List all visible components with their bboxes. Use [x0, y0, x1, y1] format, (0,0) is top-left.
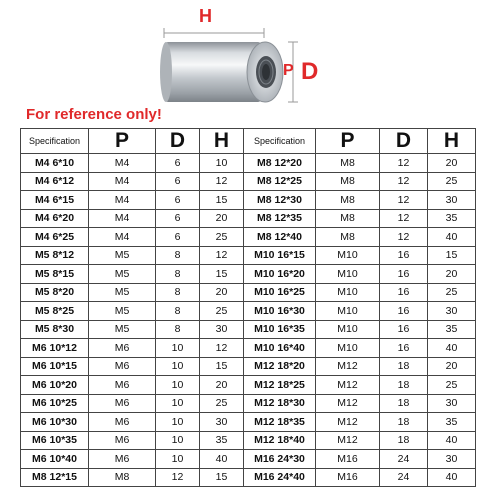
cell-d-left: 10 [156, 431, 200, 450]
cell-spec-left: M6 10*30 [21, 413, 89, 432]
cell-p-left: M5 [89, 283, 156, 302]
cell-p-left: M8 [89, 468, 156, 487]
cell-spec-left: M4 6*25 [21, 228, 89, 247]
cell-d-right: 12 [380, 228, 428, 247]
cell-d-left: 10 [156, 339, 200, 358]
cell-h-left: 10 [200, 154, 244, 173]
cell-d-left: 12 [156, 468, 200, 487]
table-row [21, 228, 476, 247]
cell-p-left: M6 [89, 450, 156, 469]
cell-spec-right: M10 16*35 [244, 320, 316, 339]
cell-h-right: 25 [428, 172, 476, 191]
header-d-right: D [380, 129, 428, 154]
table-header-row [21, 129, 476, 154]
cell-h-left: 30 [200, 320, 244, 339]
cell-h-left: 12 [200, 246, 244, 265]
cell-d-right: 16 [380, 265, 428, 284]
cell-d-right: 18 [380, 413, 428, 432]
cell-d-right: 24 [380, 468, 428, 487]
header-p-right: P [316, 129, 380, 154]
cell-d-right: 16 [380, 302, 428, 321]
cell-p-right: M16 [316, 450, 380, 469]
cell-spec-left: M5 8*15 [21, 265, 89, 284]
cell-p-left: M6 [89, 357, 156, 376]
cell-p-right: M10 [316, 320, 380, 339]
cell-spec-right: M8 12*40 [244, 228, 316, 247]
cell-p-left: M5 [89, 265, 156, 284]
cell-p-right: M10 [316, 339, 380, 358]
table-row [21, 450, 476, 469]
cell-spec-left: M4 6*10 [21, 154, 89, 173]
cell-d-right: 12 [380, 191, 428, 210]
table-row [21, 191, 476, 210]
cell-p-left: M6 [89, 339, 156, 358]
cell-h-left: 15 [200, 357, 244, 376]
table-row [21, 246, 476, 265]
h-dimension-label: H [199, 6, 212, 26]
cell-spec-right: M8 12*35 [244, 209, 316, 228]
cell-h-right: 40 [428, 431, 476, 450]
cell-spec-left: M6 10*20 [21, 376, 89, 395]
table-row [21, 431, 476, 450]
cell-spec-left: M5 8*12 [21, 246, 89, 265]
cell-p-right: M10 [316, 302, 380, 321]
cell-spec-left: M8 12*15 [21, 468, 89, 487]
header-d-left: D [156, 129, 200, 154]
cell-spec-right: M12 18*25 [244, 376, 316, 395]
cell-spec-left: M5 8*25 [21, 302, 89, 321]
cell-spec-right: M12 18*30 [244, 394, 316, 413]
nut-left-end [160, 42, 172, 102]
cell-p-left: M6 [89, 413, 156, 432]
cell-h-right: 20 [428, 357, 476, 376]
cell-h-left: 12 [200, 339, 244, 358]
cell-d-right: 18 [380, 431, 428, 450]
cell-h-right: 30 [428, 450, 476, 469]
cell-d-left: 10 [156, 413, 200, 432]
cell-spec-right: M12 18*20 [244, 357, 316, 376]
specification-table [20, 128, 476, 487]
cell-p-left: M4 [89, 154, 156, 173]
cell-h-right: 40 [428, 228, 476, 247]
cell-p-right: M12 [316, 376, 380, 395]
cell-h-right: 25 [428, 283, 476, 302]
cell-spec-left: M5 8*30 [21, 320, 89, 339]
cell-h-right: 35 [428, 413, 476, 432]
cell-spec-right: M12 18*40 [244, 431, 316, 450]
cell-p-left: M5 [89, 302, 156, 321]
header-p-left: P [89, 129, 156, 154]
cell-d-right: 18 [380, 357, 428, 376]
cell-h-left: 20 [200, 376, 244, 395]
cell-h-left: 15 [200, 191, 244, 210]
cell-spec-right: M10 16*25 [244, 283, 316, 302]
cell-d-left: 6 [156, 228, 200, 247]
cell-spec-right: M10 16*40 [244, 339, 316, 358]
cell-p-right: M12 [316, 357, 380, 376]
cell-h-right: 30 [428, 394, 476, 413]
table-row [21, 413, 476, 432]
cell-d-right: 12 [380, 154, 428, 173]
cell-d-right: 16 [380, 283, 428, 302]
cell-d-right: 24 [380, 450, 428, 469]
cell-d-right: 12 [380, 209, 428, 228]
cell-h-left: 15 [200, 468, 244, 487]
cell-d-left: 6 [156, 209, 200, 228]
cell-spec-left: M4 6*12 [21, 172, 89, 191]
cell-h-right: 15 [428, 246, 476, 265]
table-row [21, 468, 476, 487]
h-dimension-line [164, 28, 264, 38]
cell-d-left: 10 [156, 394, 200, 413]
cell-d-left: 8 [156, 320, 200, 339]
table-row [21, 209, 476, 228]
cell-h-left: 25 [200, 228, 244, 247]
table-row [21, 339, 476, 358]
table-row [21, 394, 476, 413]
cell-h-left: 20 [200, 283, 244, 302]
cell-d-right: 16 [380, 339, 428, 358]
cell-h-right: 35 [428, 209, 476, 228]
cell-h-left: 30 [200, 413, 244, 432]
cell-p-left: M4 [89, 228, 156, 247]
cell-p-left: M5 [89, 320, 156, 339]
cell-h-left: 12 [200, 172, 244, 191]
cell-h-right: 25 [428, 376, 476, 395]
cell-d-left: 6 [156, 154, 200, 173]
cell-p-left: M5 [89, 246, 156, 265]
cell-p-right: M12 [316, 431, 380, 450]
cell-spec-left: M6 10*40 [21, 450, 89, 469]
cell-d-left: 8 [156, 265, 200, 284]
table-row [21, 376, 476, 395]
cell-p-right: M16 [316, 468, 380, 487]
cell-d-right: 16 [380, 320, 428, 339]
cell-spec-left: M4 6*15 [21, 191, 89, 210]
cell-spec-right: M10 16*15 [244, 246, 316, 265]
cell-spec-left: M6 10*15 [21, 357, 89, 376]
table-row [21, 154, 476, 173]
cell-p-left: M6 [89, 376, 156, 395]
header-spec-right: Specification [244, 129, 316, 154]
cell-spec-left: M6 10*35 [21, 431, 89, 450]
cell-h-left: 20 [200, 209, 244, 228]
cell-d-right: 18 [380, 376, 428, 395]
cell-spec-left: M4 6*20 [21, 209, 89, 228]
table-row [21, 265, 476, 284]
p-dimension-label: P [283, 62, 294, 79]
cell-h-left: 35 [200, 431, 244, 450]
cell-p-right: M12 [316, 394, 380, 413]
cell-d-left: 8 [156, 302, 200, 321]
cell-p-right: M10 [316, 265, 380, 284]
cell-spec-right: M16 24*40 [244, 468, 316, 487]
cell-p-left: M4 [89, 191, 156, 210]
cell-p-right: M8 [316, 172, 380, 191]
cell-spec-right: M16 24*30 [244, 450, 316, 469]
cell-h-right: 30 [428, 302, 476, 321]
cell-p-right: M8 [316, 154, 380, 173]
cell-spec-right: M10 16*30 [244, 302, 316, 321]
cell-p-left: M4 [89, 209, 156, 228]
cell-spec-left: M6 10*12 [21, 339, 89, 358]
cell-spec-right: M12 18*35 [244, 413, 316, 432]
cell-p-right: M12 [316, 413, 380, 432]
reference-note: For reference only! [26, 106, 162, 123]
cell-p-left: M4 [89, 172, 156, 191]
cell-h-right: 20 [428, 265, 476, 284]
cell-d-left: 10 [156, 450, 200, 469]
cell-d-right: 12 [380, 172, 428, 191]
cell-h-left: 40 [200, 450, 244, 469]
cell-spec-right: M8 12*30 [244, 191, 316, 210]
cell-d-left: 8 [156, 246, 200, 265]
header-h-right: H [428, 129, 476, 154]
cell-h-left: 25 [200, 394, 244, 413]
cell-h-right: 40 [428, 339, 476, 358]
cell-p-right: M8 [316, 228, 380, 247]
cell-h-right: 40 [428, 468, 476, 487]
cell-spec-left: M5 8*20 [21, 283, 89, 302]
cell-d-left: 6 [156, 172, 200, 191]
cell-p-right: M10 [316, 283, 380, 302]
cell-p-right: M8 [316, 191, 380, 210]
table-row [21, 283, 476, 302]
cell-d-right: 16 [380, 246, 428, 265]
cell-h-right: 30 [428, 191, 476, 210]
cell-spec-right: M10 16*20 [244, 265, 316, 284]
cell-spec-right: M8 12*25 [244, 172, 316, 191]
cell-p-left: M6 [89, 394, 156, 413]
cell-spec-left: M6 10*25 [21, 394, 89, 413]
table-row [21, 320, 476, 339]
table-row [21, 302, 476, 321]
table-row [21, 172, 476, 191]
cell-h-right: 20 [428, 154, 476, 173]
table-row [21, 357, 476, 376]
cell-h-left: 15 [200, 265, 244, 284]
cell-d-left: 10 [156, 357, 200, 376]
header-spec-left: Specification [21, 129, 89, 154]
cell-spec-right: M8 12*20 [244, 154, 316, 173]
cell-p-right: M8 [316, 209, 380, 228]
d-dimension-label: D [301, 58, 319, 85]
cell-d-left: 8 [156, 283, 200, 302]
cell-d-left: 10 [156, 376, 200, 395]
header-h-left: H [200, 129, 244, 154]
cell-p-right: M10 [316, 246, 380, 265]
cell-h-right: 35 [428, 320, 476, 339]
cell-p-left: M6 [89, 431, 156, 450]
cell-h-left: 25 [200, 302, 244, 321]
cell-d-right: 18 [380, 394, 428, 413]
cell-d-left: 6 [156, 191, 200, 210]
